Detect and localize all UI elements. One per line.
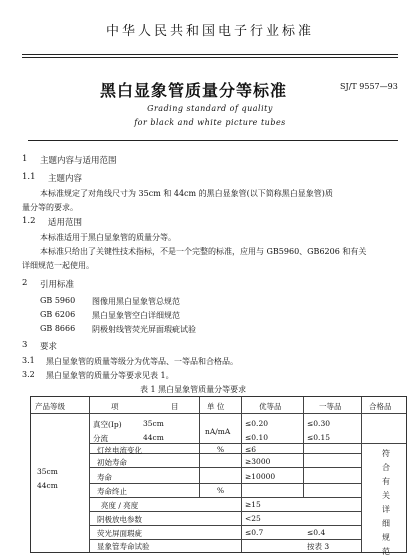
cell: ≤0.30 [307, 419, 330, 428]
english-title-line-2: for black and white picture tubes [134, 118, 286, 127]
header-rule [22, 54, 398, 55]
reference-code: GB 5960 [40, 296, 76, 305]
paragraph-cont: 详细规范一起使用。 [22, 261, 94, 270]
document-header: 中华人民共和国电子行业标准 [105, 24, 314, 39]
cell: % [217, 486, 225, 495]
cell: ≤0.4 [307, 528, 326, 537]
reference-title: 阴极射线管荧光屏面瑕疵试验 [92, 325, 196, 334]
cell: 显象管寿命试验 [97, 542, 150, 551]
paragraph: 本标准只给出了关键性技术指标，不是一个完整的标准，应用与 GB5960、GB6206 和有关 [40, 247, 367, 256]
cell: 亮度 / 亮度 [101, 501, 139, 510]
cell: 荧光屏面瑕疵 [97, 529, 142, 538]
reference-title: 图像用黑白显象管总规范 [92, 297, 180, 306]
cell: 35cm [143, 419, 164, 428]
header-rule-2 [22, 57, 398, 58]
table-header-qualified: 合格品 [369, 402, 392, 411]
table-header-item-a: 项 [111, 402, 119, 411]
table-header-unit: 单 位 [207, 402, 225, 411]
section-3-1-text: 黑白显象管的质量等级分为优等品、一等品和合格品。 [46, 357, 238, 366]
table-header-grade: 产品等级 [35, 402, 65, 411]
section-1-2-num: 1.2 [22, 216, 36, 226]
section-1-title: 主题内容与适用范围 [40, 156, 117, 166]
cell: nA/mA [205, 427, 231, 436]
table-header-first: 一等品 [319, 402, 342, 411]
section-2-num: 2 [22, 278, 28, 288]
cell: 灯丝电流变化 [97, 446, 142, 455]
section-3-1-num: 3.1 [22, 356, 35, 365]
standard-number: SJ/T 9557—93 [340, 82, 398, 91]
table-caption: 表 1 黑白显象管质量分等要求 [140, 385, 247, 394]
cell: 分流 [93, 434, 108, 443]
cell: 真空(Ip) [93, 420, 122, 429]
cell: <25 [245, 514, 261, 523]
cell: 符合有关详细规范 [382, 449, 390, 556]
cell: 寿命 [97, 473, 112, 482]
reference-code: GB 8666 [40, 324, 76, 333]
paragraph: 本标准规定了对角线尺寸为 35cm 和 44cm 的黑白显象管(以下简称黑白显象管)质 [40, 189, 333, 198]
paragraph-cont: 量分等的要求。 [22, 203, 78, 212]
cell: 44cm [143, 433, 164, 442]
section-3-title: 要求 [40, 342, 58, 352]
section-1-num: 1 [22, 154, 28, 164]
cell: ≤6 [245, 445, 257, 454]
cell: ≥10000 [245, 472, 276, 481]
section-1-1-title: 主题内容 [48, 174, 83, 184]
section-3-num: 3 [22, 340, 28, 350]
cell: 阴极放电参数 [97, 515, 142, 524]
table-header-premium: 优等品 [259, 402, 282, 411]
cell: ≤0.15 [307, 433, 330, 442]
section-3-2-text: 黑白显象管的质量分等要求见表 1。 [46, 371, 174, 380]
cell: ≥15 [245, 500, 261, 509]
cell: 初始寿命 [97, 458, 127, 467]
document-title: 黑白显象管质量分等标准 [100, 81, 288, 100]
cell: ≥3000 [245, 457, 271, 466]
cell: 44cm [37, 481, 58, 490]
section-1-2-title: 适用范围 [48, 218, 83, 228]
cell: 寿命终止 [97, 487, 127, 496]
quality-table [30, 396, 407, 556]
title-rule [28, 140, 398, 141]
cell: ≤0.10 [245, 433, 268, 442]
cell: % [217, 445, 225, 454]
english-title-line-1: Grading standard of quality [147, 104, 273, 113]
cell: ≤0.20 [245, 419, 268, 428]
section-3-2-num-visible: 3.2 [22, 370, 35, 379]
reference-title: 黑白显象管空白详细规范 [92, 311, 180, 320]
table-header-item-b: 目 [171, 402, 179, 411]
section-1-1-num: 1.1 [22, 172, 36, 182]
section-2-title: 引用标准 [40, 280, 75, 290]
cell: 35cm [37, 467, 58, 476]
cell: ≤0.7 [245, 528, 264, 537]
cell: 按表 3 [307, 542, 330, 551]
reference-code: GB 6206 [40, 310, 76, 319]
paragraph: 本标准适用于黑白显象管的质量分等。 [40, 233, 176, 242]
